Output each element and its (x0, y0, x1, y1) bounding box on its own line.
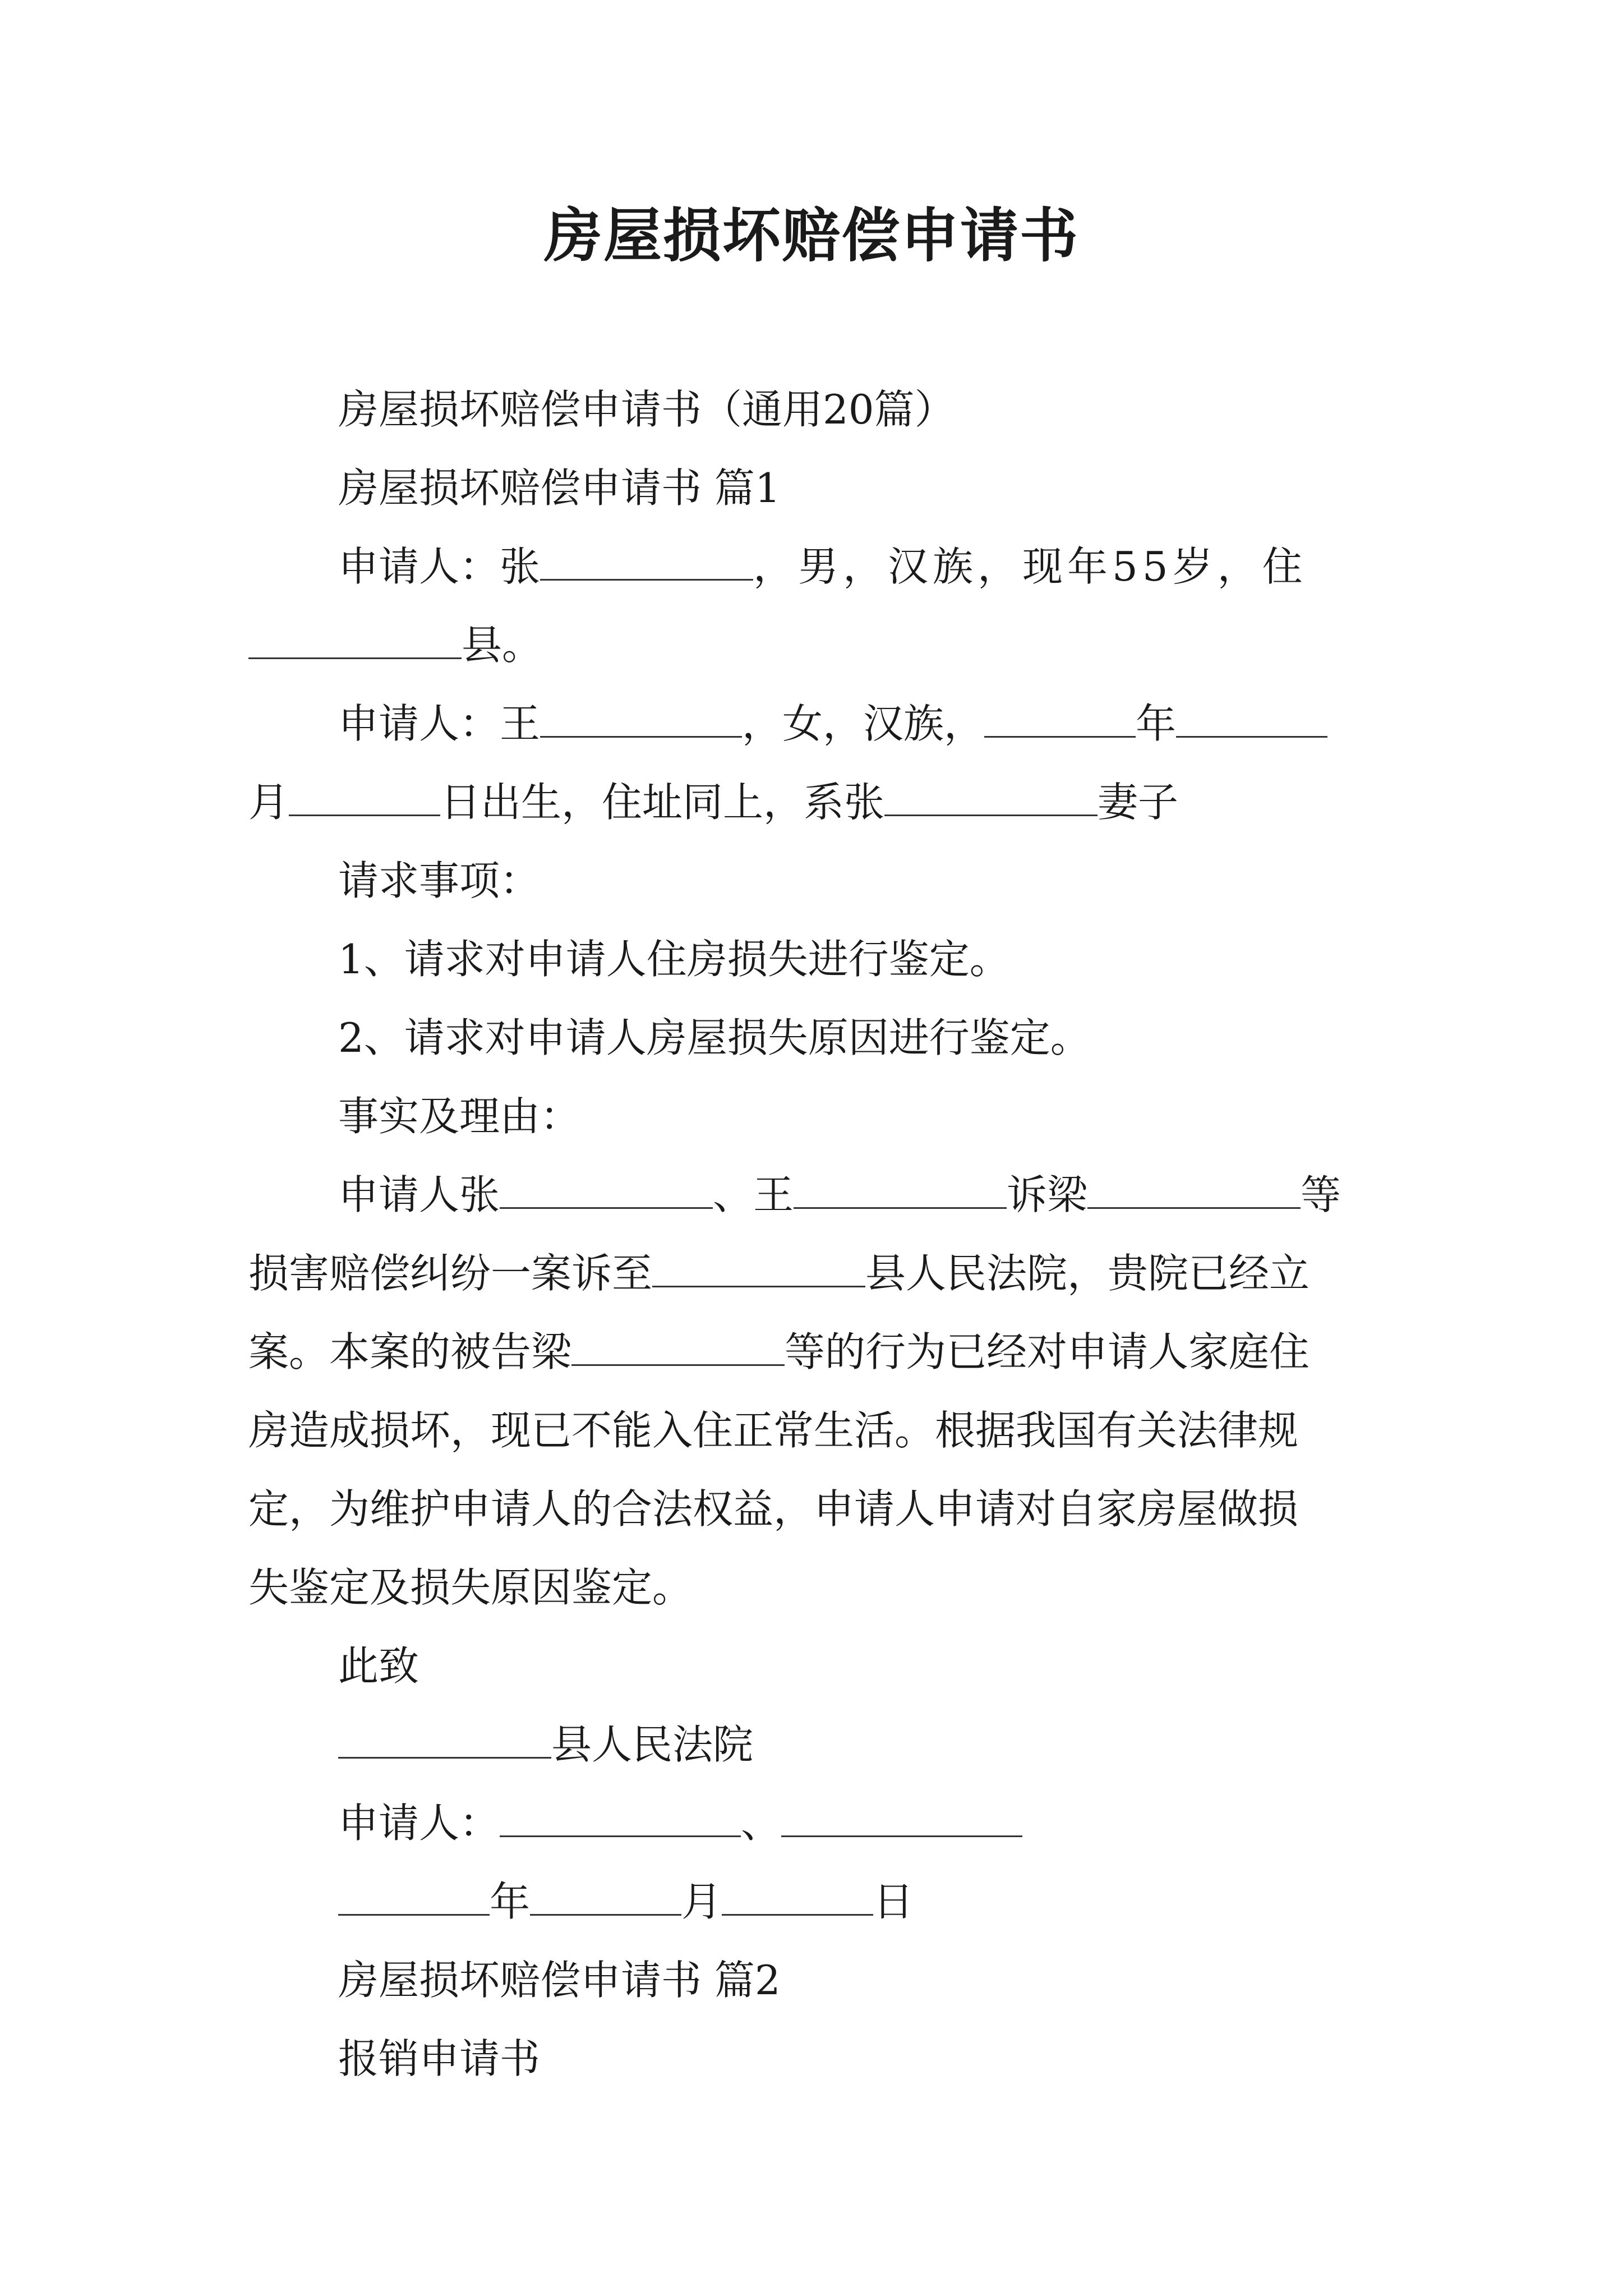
blank-field (794, 1168, 1007, 1209)
applicant2-month: 月 (248, 779, 289, 826)
applicant1-prefix: 申请人：张 (338, 543, 541, 590)
blank-field (289, 775, 440, 816)
applicant2-line (248, 696, 1393, 752)
date-day: 日 (873, 1878, 914, 1925)
court-name: 县人民法院 (551, 1721, 754, 1768)
date-month: 月 (681, 1878, 722, 1925)
applicant2-suffix: 日出生，住址同上，系张 (440, 779, 885, 826)
facts-text: 等 (1301, 1171, 1341, 1218)
applicant2-year: 年 (1136, 700, 1177, 747)
blank-field (781, 1796, 1022, 1837)
date-line (248, 1874, 1393, 1930)
blank-field (530, 1875, 681, 1916)
court-line (248, 1717, 1393, 1773)
applicant1-line2 (248, 617, 1393, 673)
subtitle: 房屋损坏赔偿申请书（通用20篇） (338, 386, 955, 433)
blank-field (540, 540, 753, 581)
date-year: 年 (490, 1878, 531, 1925)
applicant2-prefix: 申请人：王 (338, 700, 541, 747)
facts-line-1 (248, 1167, 1393, 1223)
section2-heading: 房屋损坏赔偿申请书 篇2 (338, 1957, 781, 2004)
facts-text: 案。本案的被告梁 (248, 1328, 572, 1375)
blank-field (652, 1246, 865, 1287)
facts-text: 、王 (713, 1171, 794, 1218)
blank-field (248, 618, 462, 659)
requests-heading: 请求事项： (338, 857, 541, 904)
applicant2-line2 (248, 774, 1393, 830)
applicant2-middle: ，女，汉族， (742, 700, 985, 747)
facts-text: 等的行为已经对申请人家庭住 (785, 1328, 1310, 1375)
signature-separator: 、 (741, 1800, 782, 1847)
blank-field (1176, 697, 1327, 738)
facts-line-6: 失鉴定及损失原因鉴定。 (248, 1564, 693, 1611)
request-item-2: 2、请求对申请人房屋损失原因进行鉴定。 (338, 1014, 1091, 1061)
blank-field (722, 1875, 873, 1916)
blank-field (338, 1875, 490, 1916)
signature-line (248, 1795, 1393, 1851)
section2-line1: 报销申请书 (338, 2035, 541, 2082)
facts-text: 申请人张 (338, 1171, 500, 1218)
blank-field (500, 1168, 713, 1209)
section1-heading: 房屋损坏赔偿申请书 篇1 (338, 464, 781, 512)
request-item-1: 1、请求对申请人住房损失进行鉴定。 (338, 936, 1010, 983)
facts-line-2 (248, 1245, 1393, 1301)
blank-field (984, 697, 1136, 738)
document-title: 房屋损坏赔偿申请书 (543, 201, 1079, 270)
signature-label: 申请人： (338, 1800, 500, 1847)
facts-text: 县人民法院，贵院已经立 (865, 1250, 1310, 1297)
blank-field (884, 775, 1098, 816)
facts-text: 损害赔偿纠纷一案诉至 (248, 1250, 653, 1297)
applicant1-middle: ，男，汉族，现年55岁，住 (753, 543, 1307, 590)
facts-line-5: 定，为维护申请人的合法权益，申请人申请对自家房屋做损 (248, 1485, 1299, 1533)
applicant2-end: 妻子 (1098, 779, 1179, 826)
blank-field (500, 1796, 741, 1837)
facts-line-3 (248, 1324, 1393, 1380)
blank-field (571, 1325, 785, 1366)
blank-field (1087, 1168, 1301, 1209)
blank-field (540, 697, 742, 738)
facts-text: 诉梁 (1007, 1171, 1088, 1218)
blank-field (338, 1718, 551, 1759)
closing: 此致 (338, 1642, 419, 1690)
applicant1-line (248, 539, 1393, 595)
facts-line-4: 房造成损坏，现已不能入住正常生活。根据我国有关法律规 (248, 1407, 1299, 1454)
facts-heading: 事实及理由： (338, 1093, 581, 1140)
applicant1-suffix: 县。 (462, 622, 543, 669)
